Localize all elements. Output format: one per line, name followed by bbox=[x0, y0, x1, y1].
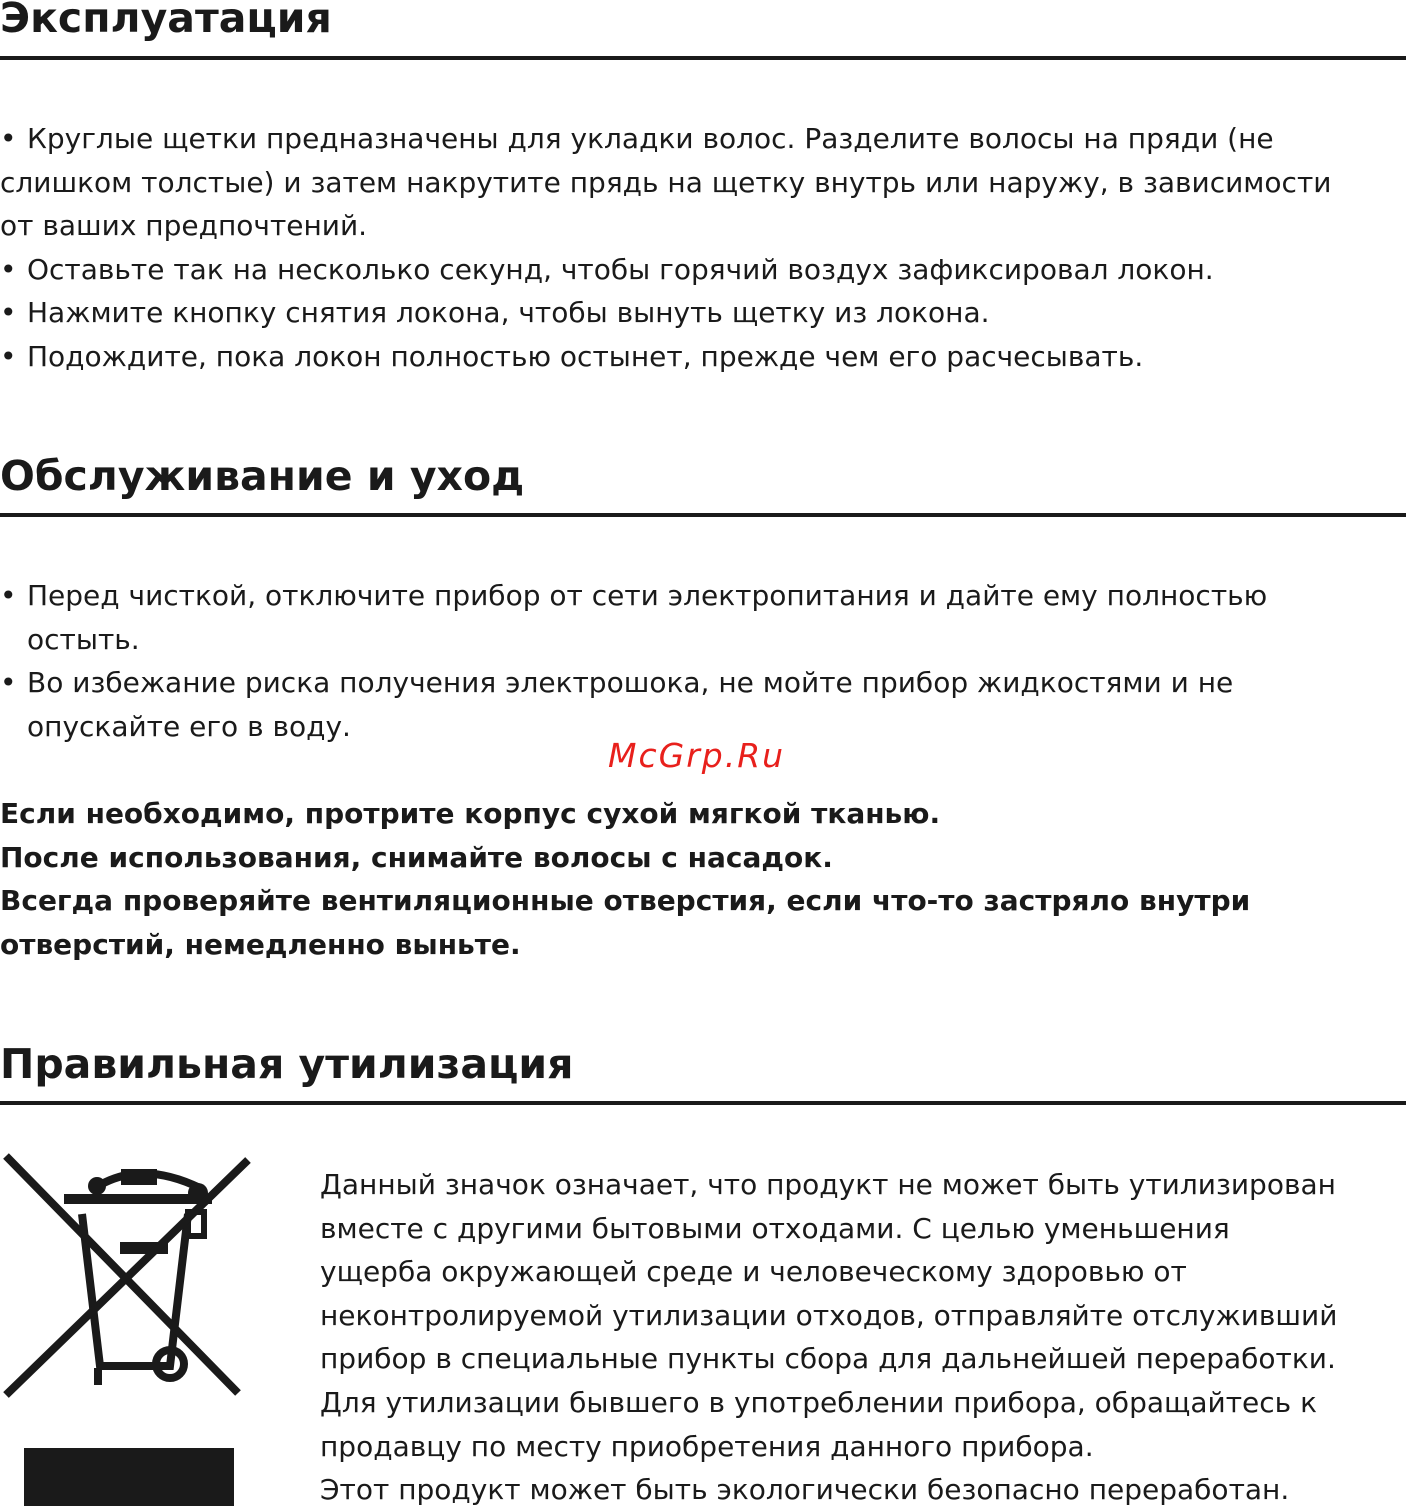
section-rule-maintenance bbox=[0, 513, 1406, 517]
list-item: • Оставьте так на несколько секунд, чтобы горячий воздух зафиксировал локон. bbox=[0, 252, 1214, 286]
maintenance-bullet-list bbox=[0, 574, 1267, 748]
operation-bullet-list bbox=[0, 117, 1331, 379]
watermark: McGrp.Ru bbox=[608, 736, 786, 775]
maintenance-bold-notes: Если необходимо, протрите корпус сухой мягкой тканью. После использования, снимайте волосы с насадок. Всегда проверяйте вентиляционные отверстия, если что-то застряло внутри отверстий, немедленно выньте. bbox=[0, 797, 1251, 961]
list-item: • Нажмите кнопку снятия локона, чтобы вынуть щетку из локона. bbox=[0, 296, 990, 330]
list-item: • Во избежание риска получения электрошока, не мойте прибор жидкостями и не опускайте его в воду. bbox=[0, 661, 1267, 748]
disposal-paragraph: Данный значок означает, что продукт не может быть утилизирован вместе с другими бытовыми отходами. С целью уменьшения ущерба окружающей среде и человеческому здоровью от неконтролируемой утилизации отходов, отправляйте отслуживший прибор в специальные пункты сбора для дальнейшей переработки. Для утилизации бывшего в употреблении прибора, обращайтесь к продавцу по месту приобретения данного прибора. Этот продукт может быть экологически безопасно переработан. bbox=[320, 1168, 1338, 1507]
crossed-out-wheelie-bin-icon bbox=[0, 1150, 260, 1510]
list-item: • Перед чисткой, отключите прибор от сети электропитания и дайте ему полностью остыть. bbox=[0, 574, 1267, 661]
section-title-maintenance: Обслуживание и уход bbox=[0, 452, 525, 500]
section-title-operation: Эксплуатация bbox=[0, 0, 332, 42]
list-item: • Подождите, пока локон полностью остынет, прежде чем его расчесывать. bbox=[0, 339, 1144, 373]
section-title-disposal: Правильная утилизация bbox=[0, 1040, 574, 1088]
section-rule-operation bbox=[0, 56, 1406, 60]
list-item: • Круглые щетки предназначены для укладки волос. Разделите волосы на пряди (не слишком толстые) и затем накрутите прядь на щетку внутрь или наружу, в зависимости от ваших предпочтений. bbox=[0, 122, 1332, 243]
section-rule-disposal bbox=[0, 1101, 1406, 1105]
